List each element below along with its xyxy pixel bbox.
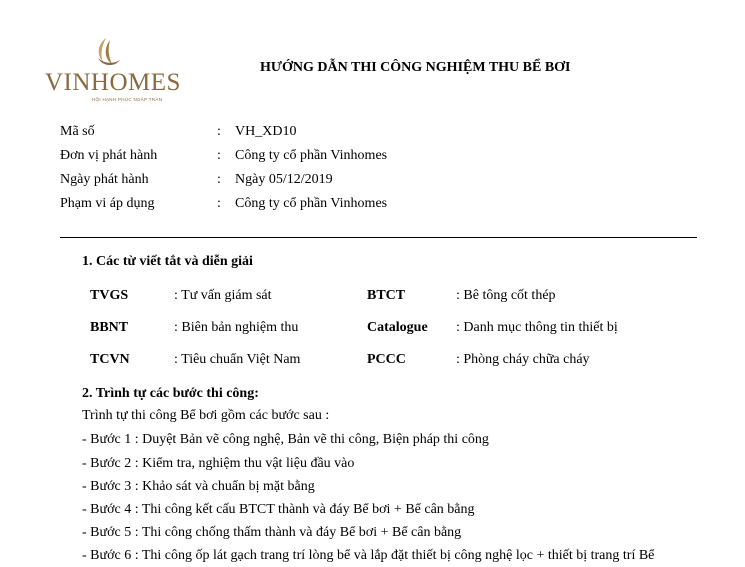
step-item: - Bước 5 : Thi công chống thấm thành và đáy Bể bơi + Bể cân bằng bbox=[82, 525, 462, 540]
section-2-title: 2. Trình tự các bước thi công: bbox=[82, 386, 259, 401]
abbreviation-meaning: : Bê tông cốt thép bbox=[456, 288, 556, 303]
abbreviation-row bbox=[90, 318, 690, 338]
step-item: - Bước 4 : Thi công kết cấu BTCT thành và đáy Bể bơi + Bể cân bằng bbox=[82, 502, 475, 517]
step-item: - Bước 2 : Kiểm tra, nghiệm thu vật liệu đầu vào bbox=[82, 456, 355, 471]
section-1-title: 1. Các từ viết tắt và diễn giải bbox=[82, 254, 253, 269]
abbreviation-term: TVGS bbox=[90, 288, 129, 303]
abbreviation-meaning: : Danh mục thông tin thiết bị bbox=[456, 320, 618, 335]
document-title: HƯỚNG DẪN THI CÔNG NGHIỆM THU BỂ BƠI bbox=[260, 60, 571, 75]
meta-label: Mã số bbox=[60, 124, 95, 139]
logo-tagline: HỘI HẠNH PHÚC NGẬP TRÀN bbox=[92, 97, 163, 102]
abbreviation-row bbox=[90, 350, 690, 370]
abbreviation-meaning: : Biên bản nghiệm thu bbox=[174, 320, 299, 335]
meta-label: Phạm vi áp dụng bbox=[60, 196, 155, 211]
meta-colon: : bbox=[217, 124, 221, 139]
section-divider bbox=[60, 237, 697, 238]
steps-intro: Trình tự thi công Bể bơi gồm các bước sau : bbox=[82, 408, 330, 423]
meta-colon: : bbox=[217, 196, 221, 211]
vinhomes-logo bbox=[40, 36, 181, 108]
abbreviation-row bbox=[90, 286, 690, 306]
abbreviation-term: Catalogue bbox=[367, 320, 428, 335]
step-item: - Bước 1 : Duyệt Bản vẽ công nghệ, Bản vẽ thi công, Biện pháp thi công bbox=[82, 432, 489, 447]
meta-colon: : bbox=[217, 148, 221, 163]
swan-icon bbox=[40, 36, 172, 72]
meta-colon: : bbox=[217, 172, 221, 187]
meta-label: Đơn vị phát hành bbox=[60, 148, 158, 163]
logo-wordmark: VINHOMES bbox=[45, 69, 181, 96]
abbreviation-meaning: : Tư vấn giám sát bbox=[174, 288, 272, 303]
meta-value: Ngày 05/12/2019 bbox=[235, 172, 333, 187]
meta-value: VH_XD10 bbox=[235, 124, 297, 139]
abbreviation-term: TCVN bbox=[90, 352, 130, 367]
meta-label: Ngày phát hành bbox=[60, 172, 149, 187]
meta-value: Công ty cổ phần Vinhomes bbox=[235, 148, 388, 163]
abbreviation-term: PCCC bbox=[367, 352, 406, 367]
meta-value: Công ty cổ phần Vinhomes bbox=[235, 196, 388, 211]
abbreviation-meaning: : Phòng cháy chữa cháy bbox=[456, 352, 590, 367]
abbreviation-term: BBNT bbox=[90, 320, 129, 335]
abbreviation-meaning: : Tiêu chuẩn Việt Nam bbox=[174, 352, 301, 367]
abbreviation-term: BTCT bbox=[367, 288, 406, 303]
step-item: - Bước 6 : Thi công ốp lát gạch trang trí lòng bể và lắp đặt thiết bị công nghệ lọc + thiết bị trang trí Bể bbox=[82, 548, 655, 563]
step-item: - Bước 3 : Khảo sát và chuẩn bị mặt bằng bbox=[82, 479, 315, 494]
